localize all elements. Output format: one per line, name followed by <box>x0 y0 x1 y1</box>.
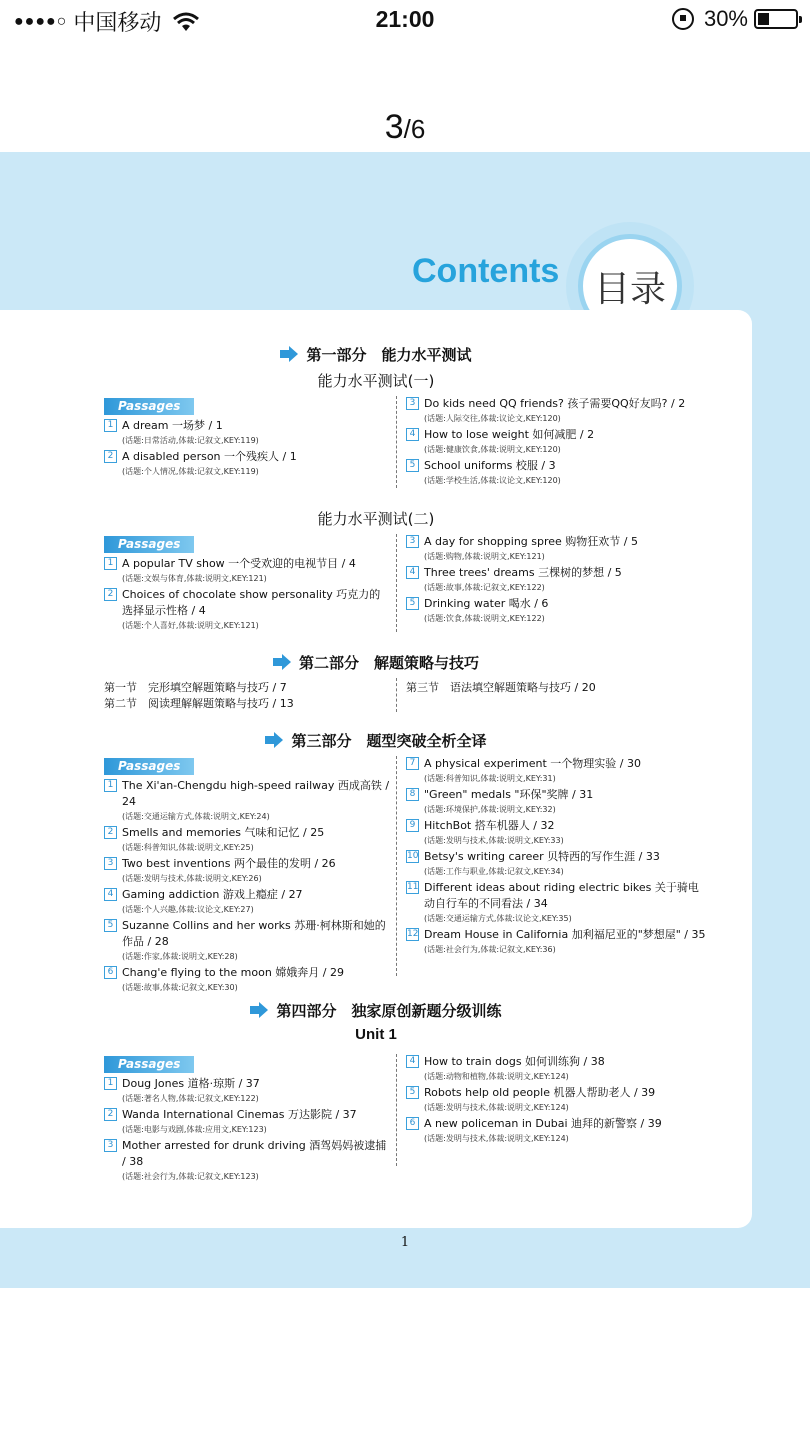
passage-meta: (话题:著名人物,体裁:记叙文,KEY:122) <box>122 1094 259 1103</box>
passage-item <box>104 965 390 994</box>
passage-title: Different ideas about riding electric bikes 关于骑电动自行车的不同看法 / 34 <box>424 881 699 910</box>
passages-badge: Passages <box>104 398 194 415</box>
passage-meta: (话题:健康饮食,体裁:说明文,KEY:120) <box>424 445 561 454</box>
passage-meta: (话题:购物,体裁:说明文,KEY:121) <box>424 552 545 561</box>
column-divider <box>396 1054 397 1166</box>
passage-number: 3 <box>104 1139 117 1152</box>
passage-meta: (话题:作家,体裁:说明文,KEY:28) <box>122 952 238 961</box>
arrow-icon <box>250 1002 268 1018</box>
test-title: 能力水平测试(二) <box>317 510 435 528</box>
passage-item <box>406 1116 706 1145</box>
part-heading: 第一部分 能力水平测试 <box>0 344 752 365</box>
passage-number: 5 <box>406 459 419 472</box>
passage-number: 6 <box>406 1117 419 1130</box>
passage-item <box>406 534 706 563</box>
passage-number: 2 <box>104 450 117 463</box>
document-page[interactable] <box>0 152 810 1288</box>
status-bar <box>0 0 810 40</box>
unit-title: Unit 1 <box>355 1026 397 1043</box>
passage-title: HitchBot 搭车机器人 / 32 <box>424 819 555 832</box>
passage-title: Wanda International Cinemas 万达影院 / 37 <box>122 1108 357 1121</box>
passage-item <box>104 587 390 632</box>
passage-item <box>406 880 706 925</box>
passage-meta: (话题:个人喜好,体裁:说明文,KEY:121) <box>122 621 259 630</box>
page-indicator <box>0 108 810 147</box>
passage-number: 2 <box>104 1108 117 1121</box>
section-item: 第二节 阅读理解解题策略与技巧 / 13 <box>104 697 294 710</box>
passage-item <box>406 927 706 956</box>
passage-number: 1 <box>104 1077 117 1090</box>
part-heading: 第二部分 解题策略与技巧 <box>0 652 752 673</box>
passage-title: A physical experiment 一个物理实验 / 30 <box>424 757 641 770</box>
passage-meta: (话题:饮食,体裁:说明文,KEY:122) <box>424 614 545 623</box>
rotation-lock-icon <box>672 8 694 30</box>
passage-item <box>406 458 706 487</box>
passage-item <box>104 556 390 585</box>
passage-number: 4 <box>406 428 419 441</box>
passage-meta: (话题:发明与技术,体裁:说明文,KEY:26) <box>122 874 262 883</box>
arrow-icon <box>265 732 283 748</box>
total-pages: /6 <box>403 114 426 144</box>
passage-item <box>406 565 706 594</box>
passage-list <box>104 556 390 634</box>
contents-title: Contents <box>412 252 560 290</box>
passages-badge: Passages <box>104 1056 194 1073</box>
column-divider <box>396 534 397 632</box>
arrow-icon <box>280 346 298 362</box>
passage-number: 4 <box>406 1055 419 1068</box>
passage-meta: (话题:发明与技术,体裁:说明文,KEY:124) <box>424 1103 569 1112</box>
passage-list <box>104 418 390 480</box>
passage-number: 4 <box>104 888 117 901</box>
passage-item <box>104 449 390 478</box>
passage-number: 6 <box>104 966 117 979</box>
catalog-badge-text: 目录 <box>578 234 682 338</box>
passage-title: Smells and memories 气味和记忆 / 25 <box>122 826 325 839</box>
passages-badge: Passages <box>104 758 194 775</box>
passage-title: Chang'e flying to the moon 嫦娥奔月 / 29 <box>122 966 345 979</box>
passage-list <box>406 1054 706 1147</box>
test-title: 能力水平测试(一) <box>317 372 435 390</box>
current-page: 3 <box>384 108 404 146</box>
passage-meta: (话题:人际交往,体裁:议论文,KEY:120) <box>424 414 561 423</box>
column-divider <box>396 396 397 488</box>
carrier-name: 中国移动 <box>73 11 162 36</box>
passage-title: Drinking water 喝水 / 6 <box>424 597 549 610</box>
passage-number: 4 <box>406 566 419 579</box>
passage-title: Three trees' dreams 三棵树的梦想 / 5 <box>424 566 622 579</box>
passage-meta: (话题:科普知识,体裁:说明文,KEY:25) <box>122 843 254 852</box>
passage-item <box>104 856 390 885</box>
passage-number: 5 <box>406 597 419 610</box>
passage-number: 5 <box>406 1086 419 1099</box>
passage-title: A popular TV show 一个受欢迎的电视节目 / 4 <box>122 557 356 570</box>
passage-item <box>104 418 390 447</box>
passage-title: Gaming addiction 游戏上瘾症 / 27 <box>122 888 303 901</box>
passage-meta: (话题:日常活动,体裁:记叙文,KEY:119) <box>122 436 259 445</box>
passage-item <box>406 396 706 425</box>
passage-meta: (话题:社会行为,体裁:记叙文,KEY:36) <box>424 945 556 954</box>
part-heading: 第三部分 题型突破全析全译 <box>0 730 752 751</box>
passage-item <box>104 778 390 823</box>
passage-number: 3 <box>406 397 419 410</box>
section-item: 第一节 完形填空解题策略与技巧 / 7 <box>104 681 287 694</box>
passage-item <box>406 1054 706 1083</box>
battery-icon <box>754 9 798 29</box>
section-item: 第三节 语法填空解题策略与技巧 / 20 <box>406 681 596 694</box>
passage-title: A day for shopping spree 购物狂欢节 / 5 <box>424 535 639 548</box>
passage-number: 1 <box>104 557 117 570</box>
passage-title: School uniforms 校服 / 3 <box>424 459 556 472</box>
passage-list <box>406 396 706 489</box>
passage-item <box>104 825 390 854</box>
passage-number: 12 <box>407 929 419 939</box>
passage-title: Two best inventions 两个最佳的发明 / 26 <box>122 857 336 870</box>
passage-meta: (话题:社会行为,体裁:记叙文,KEY:123) <box>122 1172 259 1181</box>
passage-meta: (话题:个人兴趣,体裁:议论文,KEY:27) <box>122 905 254 914</box>
passage-title: Dream House in California 加利福尼亚的"梦想屋" / 35 <box>424 928 706 941</box>
passage-list <box>104 778 390 996</box>
page-number: 1 <box>400 1235 410 1250</box>
part-heading: 第四部分 独家原创新题分级训练 <box>0 1000 752 1021</box>
passage-meta: (话题:工作与职业,体裁:记叙文,KEY:34) <box>424 867 564 876</box>
passage-title: Doug Jones 道格·琼斯 / 37 <box>122 1077 260 1090</box>
clock: 21:00 <box>375 6 435 32</box>
passage-meta: (话题:学校生活,体裁:议论文,KEY:120) <box>424 476 561 485</box>
passage-title: Betsy's writing career 贝特西的写作生涯 / 33 <box>424 850 660 863</box>
passage-item <box>104 918 390 963</box>
passage-title: "Green" medals "环保"奖牌 / 31 <box>424 788 594 801</box>
passage-item <box>104 887 390 916</box>
passage-list <box>406 534 706 627</box>
passage-title: Suzanne Collins and her works 苏珊·柯林斯和她的作品 / 28 <box>122 919 386 948</box>
passage-item <box>406 596 706 625</box>
passage-list <box>104 1076 390 1185</box>
passage-number: 1 <box>104 779 117 792</box>
contents-card <box>0 310 752 1228</box>
column-divider <box>396 756 397 976</box>
battery-level <box>758 13 769 25</box>
passage-title: How to train dogs 如何训练狗 / 38 <box>424 1055 605 1068</box>
passage-title: A dream 一场梦 / 1 <box>122 419 223 432</box>
passage-list <box>406 756 706 958</box>
passage-title: Do kids need QQ friends? 孩子需要QQ好友吗? / 2 <box>424 397 686 410</box>
passage-title: Robots help old people 机器人帮助老人 / 39 <box>424 1086 656 1099</box>
passage-meta: (话题:发明与技术,体裁:说明文,KEY:124) <box>424 1134 569 1143</box>
passage-number: 7 <box>406 757 419 770</box>
passage-item <box>104 1107 390 1136</box>
passage-number: 3 <box>406 535 419 548</box>
passage-item <box>104 1076 390 1105</box>
passage-title: Mother arrested for drunk driving 酒驾妈妈被逮捕 / 38 <box>122 1139 387 1168</box>
passage-meta: (话题:电影与戏剧,体裁:应用文,KEY:123) <box>122 1125 267 1134</box>
passage-title: Choices of chocolate show personality 巧克力的选择显示性格 / 4 <box>122 588 381 617</box>
passage-title: How to lose weight 如何减肥 / 2 <box>424 428 595 441</box>
passage-title: A new policeman in Dubai 迪拜的新警察 / 39 <box>424 1117 662 1130</box>
passage-item <box>406 787 706 816</box>
passage-number: 3 <box>104 857 117 870</box>
passage-number: 9 <box>406 819 419 832</box>
battery-percent: 30% <box>703 6 748 31</box>
passage-meta: (话题:文娱与体育,体裁:说明文,KEY:121) <box>122 574 267 583</box>
passage-title: The Xi'an-Chengdu high-speed railway 西成高铁 / 24 <box>122 779 390 808</box>
passage-number: 2 <box>104 588 117 601</box>
passage-item <box>406 427 706 456</box>
arrow-icon <box>273 654 291 670</box>
passage-meta: (话题:科普知识,体裁:说明文,KEY:31) <box>424 774 556 783</box>
passage-meta: (话题:动物和植物,体裁:说明文,KEY:124) <box>424 1072 569 1081</box>
passage-meta: (话题:故事,体裁:记叙文,KEY:122) <box>424 583 545 592</box>
passage-meta: (话题:个人情况,体裁:记叙文,KEY:119) <box>122 467 259 476</box>
passage-item <box>406 818 706 847</box>
passage-item <box>406 1085 706 1114</box>
passage-title: A disabled person 一个残疾人 / 1 <box>122 450 297 463</box>
passage-number: 5 <box>104 919 117 932</box>
passage-number: 8 <box>406 788 419 801</box>
passage-number: 2 <box>104 826 117 839</box>
passage-number: 1 <box>104 419 117 432</box>
passage-meta: (话题:故事,体裁:记叙文,KEY:30) <box>122 983 238 992</box>
passage-meta: (话题:交通运输方式,体裁:说明文,KEY:24) <box>122 812 270 821</box>
passage-number: 10 <box>407 851 419 861</box>
signal-icon: ●●●●○ <box>14 12 68 30</box>
passage-item <box>406 849 706 878</box>
passage-item <box>406 756 706 785</box>
passages-badge: Passages <box>104 536 194 553</box>
passage-meta: (话题:发明与技术,体裁:说明文,KEY:33) <box>424 836 564 845</box>
passage-item <box>104 1138 390 1183</box>
passage-meta: (话题:环境保护,体裁:说明文,KEY:32) <box>424 805 556 814</box>
passage-meta: (话题:交通运输方式,体裁:议论文,KEY:35) <box>424 914 572 923</box>
column-divider <box>396 678 397 712</box>
passage-number: 11 <box>407 882 419 892</box>
